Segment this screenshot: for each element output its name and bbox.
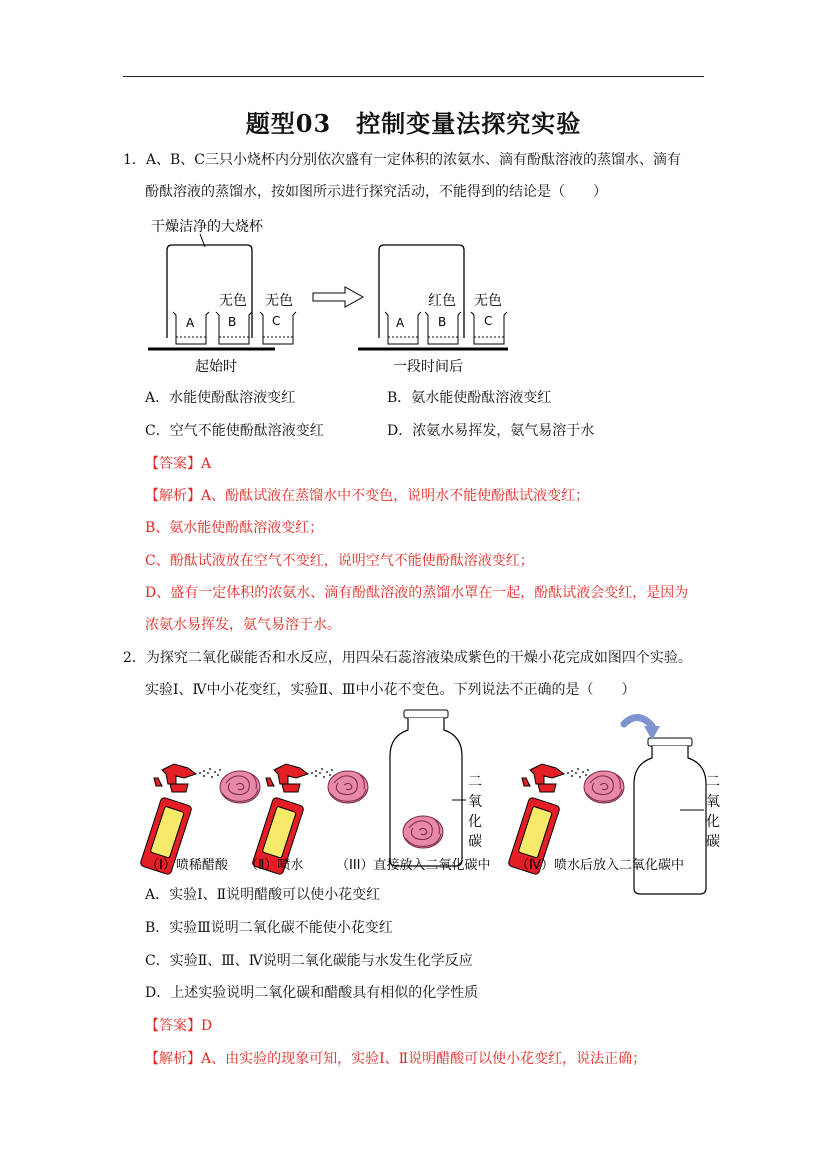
- q2-option-b: B．实验Ⅲ说明二氧化碳不能使小花变红: [145, 920, 393, 936]
- q1-analysis-2: B、氨水能使酚酞溶液变红；: [145, 520, 324, 536]
- big-beaker-left: [167, 245, 252, 338]
- q2-option-c: C．实验Ⅱ、Ⅲ、Ⅳ说明二氧化碳能与水发生化学反应: [145, 953, 473, 969]
- caption-after: 一段时间后: [393, 359, 463, 375]
- q1-analysis-3: C、酚酞试液放在空气不变红，说明空气不能使酚酞溶液变红；: [145, 553, 534, 569]
- q2-option-a: A．实验Ⅰ、Ⅱ说明醋酸可以使小花变红: [145, 887, 381, 903]
- q1-option-a: A．水能使酚酞溶液变红: [145, 390, 296, 406]
- beaker-a-label-left: A: [186, 316, 195, 330]
- caption-exp-3: （III）直接放入二氧化碳中: [336, 858, 491, 873]
- beaker-c-label-left: C: [272, 314, 281, 328]
- q1-stem-line-2: 酚酞溶液的蒸馏水，按如图所示进行探究活动，不能得到的结论是（ ）: [145, 184, 607, 200]
- flower-1: [220, 771, 260, 803]
- q1-option-b: B．氨水能使酚酞溶液变红: [387, 390, 552, 406]
- q2-stem-line-1: 2．为探究二氧化碳能否和水反应，用四朵石蕊溶液染成紫色的干燥小花完成如图四个实验。: [123, 650, 692, 666]
- flower-3: [403, 816, 443, 848]
- caption-exp-1: （I）喷稀醋酸: [146, 858, 228, 873]
- after-b-color: 红色: [428, 293, 456, 309]
- q1-option-c: C．空气不能使酚酞溶液变红: [145, 423, 324, 439]
- beaker-a-label-right: A: [396, 316, 405, 330]
- q1-option-d: D．浓氨水易挥发，氨气易溶于水: [387, 423, 595, 439]
- q2-figure: [140, 710, 720, 880]
- curved-arrow-icon: [624, 717, 652, 726]
- jar4-label-tan: 碳: [706, 834, 720, 850]
- q2-analysis-1: 【解析】A、由实验的现象可知，实验Ⅰ、Ⅱ说明醋酸可以使小花变红，说法正确；: [145, 1051, 647, 1067]
- caption-exp-4: （Ⅳ）喷水后放入二氧化碳中: [516, 858, 684, 873]
- jar3-label-tan: 碳: [468, 834, 482, 850]
- q1-label-big-beaker: 干燥洁净的大烧杯: [151, 219, 263, 235]
- jar3-label-hua: 化: [468, 814, 482, 830]
- q2-answer: 【答案】D: [145, 1018, 213, 1034]
- big-beaker-right: [379, 245, 464, 338]
- caption-exp-2: （Ⅱ）喷水: [245, 858, 304, 873]
- beaker-c-label-right: C: [484, 314, 493, 328]
- q1-stem-line-1: 1．A、B、C三只小烧杯内分别依次盛有一定体积的浓氨水、滴有酚酞溶液的蒸馏水、滴有: [123, 152, 682, 168]
- start-b-color: 无色: [219, 293, 247, 309]
- jar3-label-yang: 氧: [468, 794, 482, 810]
- q1-analysis-5: 浓氨水易挥发，氨气易溶于水。: [145, 617, 341, 633]
- jar4-label-er: 二: [706, 774, 720, 790]
- jar4-label-yang: 氧: [706, 794, 720, 810]
- q1-analysis-4: D、盛有一定体积的浓氨水、滴有酚酞溶液的蒸馏水罩在一起，酚酞试液会变红，是因为: [145, 585, 689, 601]
- jar4-label-hua: 化: [706, 814, 720, 830]
- header-rule: [123, 76, 704, 77]
- start-c-color: 无色: [265, 293, 293, 309]
- q2-stem-line-2: 实验Ⅰ、Ⅳ中小花变红，实验Ⅱ、Ⅲ中小花不变色。下列说法不正确的是（ ）: [145, 682, 636, 698]
- beaker-b-label-left: B: [228, 315, 237, 329]
- flower-4: [584, 771, 624, 803]
- after-c-color: 无色: [474, 293, 502, 309]
- page-title: 题型03 控制变量法探究实验: [245, 109, 582, 138]
- process-arrow: [313, 287, 363, 307]
- caption-start: 起始时: [195, 359, 237, 375]
- jar3-label-er: 二: [468, 774, 482, 790]
- q1-analysis-1: 【解析】A、酚酞试液在蒸馏水中不变色，说明水不能使酚酞试液变红；: [145, 488, 590, 504]
- q1-answer: 【答案】A: [145, 456, 212, 472]
- beaker-b-label-right: B: [438, 315, 447, 329]
- flower-2: [328, 771, 368, 803]
- q2-option-d: D．上述实验说明二氧化碳和醋酸具有相似的化学性质: [145, 985, 479, 1001]
- q1-figure: [140, 212, 520, 377]
